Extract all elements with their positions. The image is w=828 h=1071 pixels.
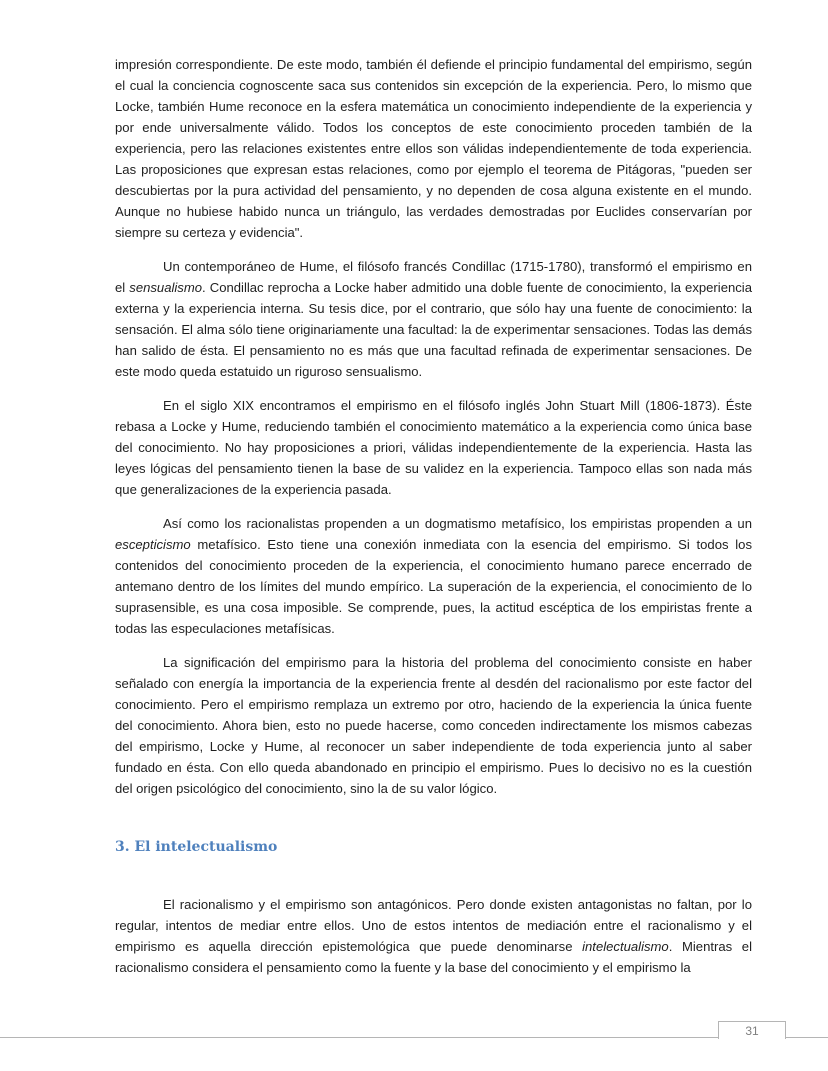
page-number: 31 (718, 1021, 786, 1039)
section-heading: 3. El intelectualismo (115, 839, 278, 855)
emphasis-escepticismo: escepticismo (115, 537, 191, 552)
paragraph-escepticismo: Así como los racionalistas propenden a un dogmatismo metafísico, los empiristas propenden a un escepticismo metafísico. Esto tiene una conexión inmediata con la esencia del empirismo. Si todos los contenidos del conocimiento proceden de la experiencia, el conocimiento humano parece encerrado de antemano dentro de los límites del mundo empírico. La superación de la experiencia, el conocimiento de lo suprasensible, es una cosa imposible. Se comprende, pues, la actitud escéptica de los empiristas frente a todas las especulaciones metafísicas. (115, 516, 752, 636)
paragraph-condillac: Un contemporáneo de Hume, el filósofo francés Condillac (1715-1780), transformó el empirismo en el sensualismo. Condillac reprocha a Locke haber admitido una doble fuente de conocimiento, la experiencia externa y la experiencia interna. Su tesis dice, por el contrario, que sólo hay una fuente de conocimiento: la sensación. El alma sólo tiene originariamente una facultad: la de experimentar sensaciones. Todas las demás han salido de ésta. El pensamiento no es más que una facultad refinada de experimentar sensaciones. De este modo queda estatuido un riguroso sensualismo. (115, 259, 752, 379)
emphasis-sensualismo: sensualismo (129, 280, 203, 295)
emphasis-intelectualismo: intelectualismo (582, 939, 669, 954)
document-page (115, 54, 752, 991)
paragraph-intelectualismo: El racionalismo y el empirismo son antagónicos. Pero donde existen antagonistas no faltan, por lo regular, intentos de mediar entre ellos. Uno de estos intentos de mediación entre el racionalismo y el empirismo es aquella dirección epistemológica que puede denominarse intelectualismo. Mientras el racionalismo considera el pensamiento como la fuente y la base del conocimiento y el empirismo la (115, 897, 752, 975)
footer-divider (0, 1037, 828, 1038)
paragraph-significacion: La significación del empirismo para la historia del problema del conocimiento consiste en haber señalado con energía la importancia de la experiencia frente al desdén del racionalismo por este factor del conocimiento. Pero el empirismo remplaza un extremo por otro, haciendo de la experiencia la única fuente del conocimiento. Ahora bien, esto no puede hacerse, como conceden indirectamente los mismos cabezas del empirismo, Locke y Hume, al reconocer un saber independiente de toda experiencia junto al saber fundado en ésta. Con ello queda abandonado en principio el empirismo. Pues lo decisivo no es la cuestión del origen psicológico del conocimiento, sino la de su valor lógico. (115, 655, 752, 796)
paragraph-hume-mathematics: impresión correspondiente. De este modo, también él defiende el principio fundamental del empirismo, según el cual la conciencia cognoscente saca sus contenidos sin excepción de la experiencia. Pero, lo mismo que Locke, también Hume reconoce en la esfera matemática un conocimiento independiente de la experiencia y por ende universalmente válido. Todos los conceptos de este conocimiento proceden también de la experiencia, pero las relaciones existentes entre ellos son válidas independientemente de toda experiencia. Las proposiciones que expresan estas relaciones, como por ejemplo el teorema de Pitágoras, "pueden ser descubiertas por la pura actividad del pensamiento, y no dependen de cosa alguna existente en el mundo. Aunque no hubiese habido nunca un triángulo, las verdades demostradas por Euclides conservarían por siempre su certeza y evidencia". (115, 57, 752, 240)
paragraph-mill: En el siglo XIX encontramos el empirismo en el filósofo inglés John Stuart Mill (1806-1873). Éste rebasa a Locke y Hume, reduciendo también el conocimiento matemático a la experiencia como única base del conocimiento. No hay proposiciones a priori, válidas independientemente de la experiencia. Hasta las leyes lógicas del pensamiento tienen la base de su validez en la experiencia. Tampoco ellas son nada más que generalizaciones de la experiencia pasada. (115, 398, 752, 497)
